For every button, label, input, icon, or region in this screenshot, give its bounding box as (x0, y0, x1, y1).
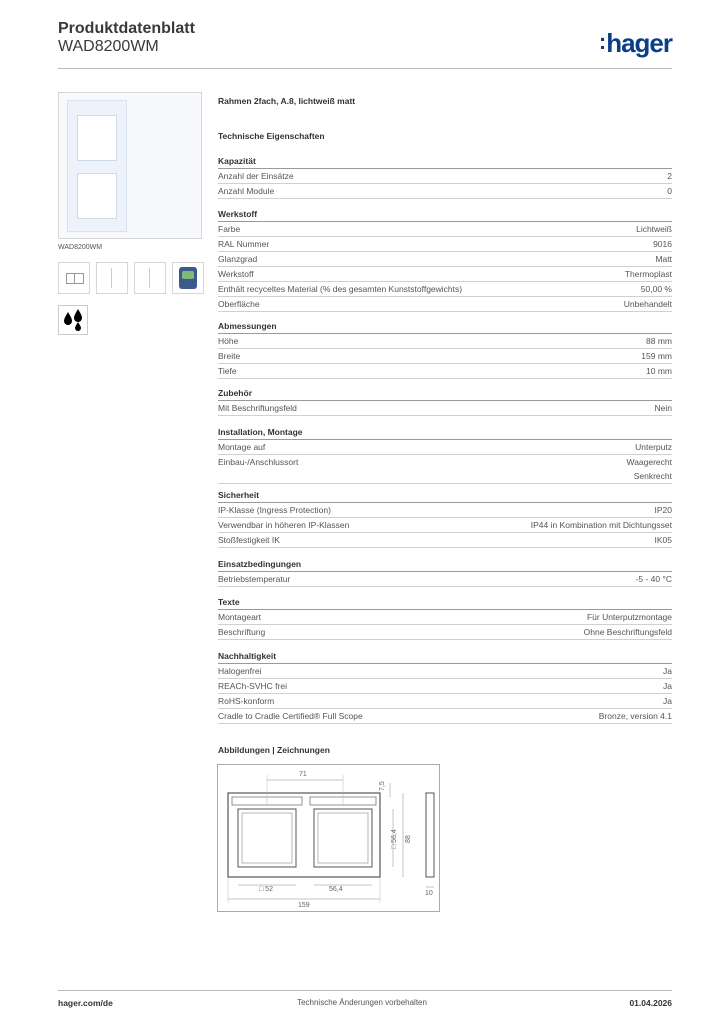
section-title: Sicherheit (218, 490, 672, 503)
dim-56-4-horizontal: 56,4 (329, 886, 343, 893)
section-title: Texte (218, 597, 672, 610)
spec-row (218, 572, 672, 587)
dim-7-5: 7,5 (379, 781, 386, 791)
spec-row (218, 709, 672, 724)
spec-row (218, 237, 672, 252)
frame-picture (67, 100, 127, 232)
spec-label: Enthält recyceltes Material (% des gesamten Kunststoffgewichts) (218, 284, 463, 294)
spec-label: Cradle to Cradle Certified® Full Scope (218, 711, 363, 721)
dimension-drawing (217, 764, 440, 912)
spec-section (218, 597, 672, 640)
spec-section (218, 490, 672, 548)
spec-label: RoHS-konform (218, 696, 275, 706)
spec-label: Werkstoff (218, 269, 254, 279)
spec-row (218, 664, 672, 679)
spec-row (218, 625, 672, 640)
spec-value: 159 mm (641, 351, 672, 361)
section-title: Kapazität (218, 156, 672, 169)
dim-10: 10 (425, 890, 433, 897)
figures-heading: Abbildungen | Zeichnungen (218, 745, 330, 755)
spec-value: Unterputz (635, 442, 672, 452)
product-code: WAD8200WM (58, 38, 159, 55)
spec-value: IP20 (654, 505, 672, 515)
spec-value: Nein (654, 403, 672, 413)
spec-row (218, 349, 672, 364)
spec-row (218, 518, 672, 533)
spec-row (218, 282, 672, 297)
hager-logo: :hager (598, 28, 672, 58)
section-title: Einsatzbedingungen (218, 559, 672, 572)
spec-value: Ohne Beschriftungsfeld (583, 627, 672, 637)
spec-label: REACh-SVHC frei (218, 681, 287, 691)
footer-divider (58, 990, 672, 991)
spec-section (218, 651, 672, 724)
spec-value: 10 mm (646, 366, 672, 376)
spec-label: Höhe (218, 336, 239, 346)
dim-88: 88 (405, 835, 412, 843)
section-title: Abmessungen (218, 321, 672, 334)
document-title: Produktdatenblatt (58, 20, 195, 37)
spec-row (218, 252, 672, 267)
spec-label: Glanzgrad (218, 254, 258, 264)
dim-159: 159 (298, 902, 310, 909)
spec-value: Lichtweiß (636, 224, 672, 234)
spec-label: Betriebstemperatur (218, 574, 291, 584)
spec-label: IP-Klasse (Ingress Protection) (218, 505, 331, 515)
spec-row (218, 184, 672, 199)
spec-section (218, 427, 672, 484)
spec-label: Anzahl der Einsätze (218, 171, 294, 181)
spec-value: 0 (667, 186, 672, 196)
spec-label: Einbau-/Anschlussort (218, 457, 299, 467)
spec-label: Oberfläche (218, 299, 260, 309)
spec-row (218, 334, 672, 349)
dim-56-4-vertical: □ 56,4 (391, 829, 398, 849)
spec-section (218, 156, 672, 199)
spec-value: -5 - 40 °C (635, 574, 672, 584)
image-caption: WAD8200WM (58, 244, 103, 251)
spec-label: Beschriftung (218, 627, 266, 637)
water-drops-icon (58, 305, 88, 335)
spec-value: Für Unterputzmontage (586, 612, 672, 622)
spec-row (218, 364, 672, 379)
spec-label: Halogenfrei (218, 666, 262, 676)
spec-row (218, 679, 672, 694)
spec-section (218, 388, 672, 416)
spec-value: IP44 in Kombination mit Dichtungsset (530, 520, 672, 530)
spec-row (218, 533, 672, 548)
spec-value: 2 (667, 171, 672, 181)
dim-71: 71 (299, 771, 307, 778)
tech-properties-heading: Technische Eigenschaften (218, 131, 325, 141)
spec-section (218, 209, 672, 312)
spec-value: Ja (663, 696, 672, 706)
spec-section (218, 559, 672, 587)
spec-row (218, 297, 672, 312)
spec-value: IK05 (654, 535, 672, 545)
spec-label: RAL Nummer (218, 239, 270, 249)
frame-opening-top (77, 115, 117, 161)
spec-row (218, 267, 672, 282)
thumbnail-certification[interactable] (172, 262, 204, 294)
section-title: Zubehör (218, 388, 672, 401)
spec-label: Breite (218, 351, 241, 361)
footer-note: Technische Änderungen vorbehalten (297, 998, 427, 1007)
spec-value: Waagerecht Senkrecht (626, 457, 672, 481)
spec-row (218, 694, 672, 709)
spec-value: Ja (663, 681, 672, 691)
section-title: Installation, Montage (218, 427, 672, 440)
product-name: Rahmen 2fach, A.8, lichtweiß matt (218, 96, 356, 106)
spec-value: 50,00 % (640, 284, 672, 294)
spec-row (218, 455, 672, 484)
spec-label: Tiefe (218, 366, 237, 376)
spec-value: Bronze, version 4.1 (598, 711, 672, 721)
spec-label: Farbe (218, 224, 241, 234)
footer-date: 01.04.2026 (629, 998, 672, 1008)
spec-value: Ja (663, 666, 672, 676)
spec-row (218, 401, 672, 416)
spec-row (218, 169, 672, 184)
spec-value: 9016 (653, 239, 672, 249)
spec-label: Montageart (218, 612, 261, 622)
spec-value: Matt (655, 254, 672, 264)
spec-label: Stoßfestigkeit IK (218, 535, 280, 545)
section-title: Nachhaltigkeit (218, 651, 672, 664)
spec-label: Montage auf (218, 442, 266, 452)
frame-opening-bottom (77, 173, 117, 219)
spec-label: Mit Beschriftungsfeld (218, 403, 297, 413)
thumbnail-horizontal[interactable] (58, 262, 90, 294)
spec-section (218, 321, 672, 379)
header-divider (58, 68, 672, 69)
spec-row (218, 440, 672, 455)
footer-url[interactable]: hager.com/de (58, 998, 113, 1008)
thumbnail-side-2[interactable] (134, 262, 166, 294)
spec-row (218, 503, 672, 518)
spec-label: Anzahl Module (218, 186, 275, 196)
section-title: Werkstoff (218, 209, 672, 222)
spec-value: Thermoplast (624, 269, 672, 279)
spec-value: Unbehandelt (623, 299, 672, 309)
spec-label: Verwendbar in höheren IP-Klassen (218, 520, 350, 530)
spec-value: 88 mm (646, 336, 672, 346)
dim-52: □ 52 (259, 886, 273, 893)
spec-row (218, 610, 672, 625)
product-image (58, 92, 202, 239)
thumbnail-side[interactable] (96, 262, 128, 294)
spec-row (218, 222, 672, 237)
